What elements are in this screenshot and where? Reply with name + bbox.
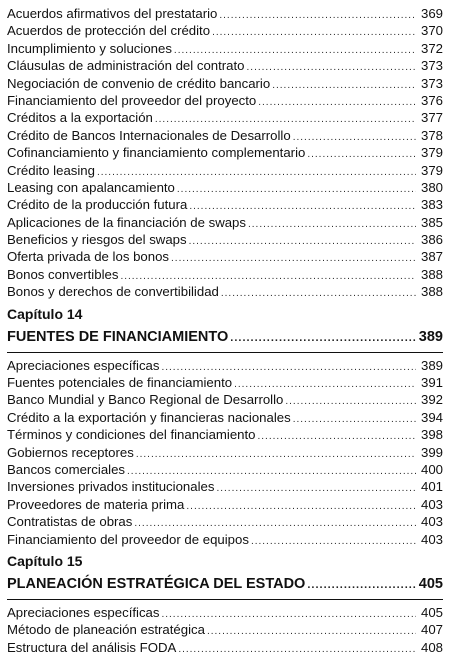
leader-dots	[216, 480, 416, 497]
toc-entry-page: 401	[420, 479, 443, 495]
toc-entry-page: 379	[420, 162, 443, 178]
toc-entry	[7, 444, 443, 461]
toc-entry	[7, 604, 443, 621]
chapter-label: Capítulo 14	[7, 305, 83, 322]
toc-entry	[7, 496, 443, 513]
toc-entry-title: Fuentes potenciales de financiamiento	[7, 375, 233, 391]
toc-entry	[7, 391, 443, 408]
toc-entry	[7, 621, 443, 638]
leader-dots	[293, 411, 416, 428]
toc-entry-title: Términos y condiciones del financiamiento	[7, 427, 256, 443]
toc-entry	[7, 639, 443, 656]
toc-entry-page: 388	[420, 284, 443, 300]
toc-entry	[7, 374, 443, 391]
toc-entry-page: 391	[420, 375, 443, 391]
chapter-label: Capítulo 15	[7, 552, 83, 569]
leader-dots	[212, 24, 416, 41]
toc-entry	[7, 40, 443, 57]
leader-dots	[171, 250, 416, 267]
leader-dots	[230, 326, 416, 350]
leader-dots	[258, 428, 417, 445]
leader-dots	[136, 446, 416, 463]
toc-entry-page: 373	[420, 75, 443, 91]
toc-entry-title: Oferta privada de los bonos	[7, 249, 170, 265]
toc-entry-title: Proveedores de materia prima	[7, 496, 185, 512]
toc-entry	[7, 196, 443, 213]
toc-entry-title: Financiamiento del proveedor del proyecto	[7, 92, 257, 108]
leader-dots	[251, 533, 416, 550]
toc-entry-title: Gobiernos receptores	[7, 444, 134, 460]
toc-entry-page: 389	[420, 357, 443, 373]
toc-entry-title: Crédito a la exportación y financieras nacionales	[7, 409, 291, 425]
toc-entry	[7, 92, 443, 109]
toc-entry	[7, 22, 443, 39]
leader-dots	[207, 623, 416, 640]
toc-entry-title: Inversiones privados institucionales	[7, 479, 215, 495]
chapter-heading	[7, 572, 443, 596]
toc-entry-title: Bonos y derechos de convertibilidad	[7, 284, 219, 300]
toc-entry-page: 403	[420, 514, 443, 530]
chapter-heading	[7, 325, 443, 349]
leader-dots	[189, 233, 416, 250]
toc-entry	[7, 357, 443, 374]
toc-entry-page: 377	[420, 110, 443, 126]
toc-entry-title: Apreciaciones específicas	[7, 357, 160, 373]
toc-entry	[7, 127, 443, 144]
toc-entry-page: 370	[420, 23, 443, 39]
toc-entry-page: 369	[420, 6, 443, 21]
toc-entry-page: 392	[420, 392, 443, 408]
toc-entry	[7, 461, 443, 478]
toc-entry-title: Crédito de Bancos Internacionales de Desarrollo	[7, 127, 291, 143]
toc-entry-title: Estructura del análisis FODA	[7, 639, 177, 655]
toc-entry	[7, 409, 443, 426]
toc-entry-title: Crédito de la producción futura	[7, 197, 188, 213]
toc-entry	[7, 162, 443, 179]
toc-page	[7, 5, 443, 656]
divider	[7, 599, 443, 600]
toc-entry-page: 407	[420, 622, 443, 638]
toc-entry-page: 394	[420, 409, 443, 425]
toc-entry	[7, 513, 443, 530]
toc-entry-title: Contratistas de obras	[7, 514, 133, 530]
toc-entry-page: 387	[420, 249, 443, 265]
toc-entry-page: 373	[420, 58, 443, 74]
leader-dots	[307, 146, 416, 163]
leader-dots	[219, 7, 416, 24]
toc-entry-page: 400	[420, 461, 443, 477]
toc-entry-page: 388	[420, 266, 443, 282]
toc-entry	[7, 531, 443, 548]
toc-entry-title: Incumplimiento y soluciones	[7, 40, 172, 56]
leader-dots	[258, 94, 416, 111]
toc-entry	[7, 231, 443, 248]
chapter-heading-title: FUENTES DE FINANCIAMIENTO	[7, 328, 229, 345]
toc-list-top	[7, 5, 443, 301]
toc-entry	[7, 426, 443, 443]
toc-entry-title: Bonos convertibles	[7, 266, 119, 282]
toc-entry-title: Acuerdos afirmativos del prestatario	[7, 6, 218, 21]
toc-entry-page: 399	[420, 444, 443, 460]
toc-entry-page: 403	[420, 531, 443, 547]
leader-dots	[285, 393, 416, 410]
toc-entry	[7, 478, 443, 495]
leader-dots	[307, 573, 415, 597]
toc-entry-title: Créditos a la exportación	[7, 110, 153, 126]
toc-entry-title: Cláusulas de administración del contrato	[7, 58, 245, 74]
toc-list-chapter-14	[7, 357, 443, 548]
toc-entry	[7, 248, 443, 265]
leader-dots	[221, 285, 416, 302]
toc-entry-title: Leasing con apalancamiento	[7, 179, 175, 195]
toc-entry-page: 383	[420, 197, 443, 213]
toc-entry-page: 376	[420, 92, 443, 108]
toc-entry-page: 379	[420, 145, 443, 161]
toc-entry-title: Cofinanciamiento y financiamiento complementario	[7, 145, 306, 161]
toc-entry-page: 385	[420, 214, 443, 230]
chapter-heading-page: 389	[418, 328, 443, 345]
toc-entry-title: Acuerdos de protección del crédito	[7, 23, 211, 39]
toc-entry	[7, 109, 443, 126]
toc-entry	[7, 5, 443, 22]
leader-dots	[178, 641, 416, 658]
toc-entry-title: Financiamiento del proveedor de equipos	[7, 531, 249, 547]
leader-dots	[293, 129, 416, 146]
leader-dots	[272, 77, 416, 94]
toc-entry-page: 380	[420, 179, 443, 195]
toc-list-chapter-15	[7, 604, 443, 656]
toc-entry-title: Beneficios y riesgos del swaps	[7, 232, 187, 248]
toc-entry-title: Bancos comerciales	[7, 461, 126, 477]
toc-entry-title: Apreciaciones específicas	[7, 604, 160, 620]
toc-entry-title: Método de planeación estratégica	[7, 622, 205, 638]
leader-dots	[248, 216, 416, 233]
toc-entry-page: 403	[420, 496, 443, 512]
toc-entry-title: Banco Mundial y Banco Regional de Desarrollo	[7, 392, 284, 408]
toc-entry-title: Negociación de convenio de crédito bancario	[7, 75, 271, 91]
toc-entry-page: 386	[420, 232, 443, 248]
toc-entry-page: 378	[420, 127, 443, 143]
toc-entry	[7, 179, 443, 196]
toc-entry-page: 408	[420, 639, 443, 655]
chapter-heading-page: 405	[418, 575, 443, 592]
leader-dots	[177, 181, 416, 198]
toc-entry	[7, 283, 443, 300]
toc-entry	[7, 266, 443, 283]
chapter-heading-title: PLANEACIÓN ESTRATÉGICA DEL ESTADO	[7, 575, 306, 592]
toc-entry-page: 372	[420, 40, 443, 56]
toc-entry	[7, 57, 443, 74]
toc-entry	[7, 144, 443, 161]
toc-entry-title: Crédito leasing	[7, 162, 95, 178]
toc-entry-page: 398	[420, 427, 443, 443]
toc-entry-page: 405	[420, 604, 443, 620]
toc-entry	[7, 75, 443, 92]
leader-dots	[186, 498, 416, 515]
toc-entry-title: Aplicaciones de la financiación de swaps	[7, 214, 246, 230]
divider	[7, 352, 443, 353]
toc-entry	[7, 214, 443, 231]
